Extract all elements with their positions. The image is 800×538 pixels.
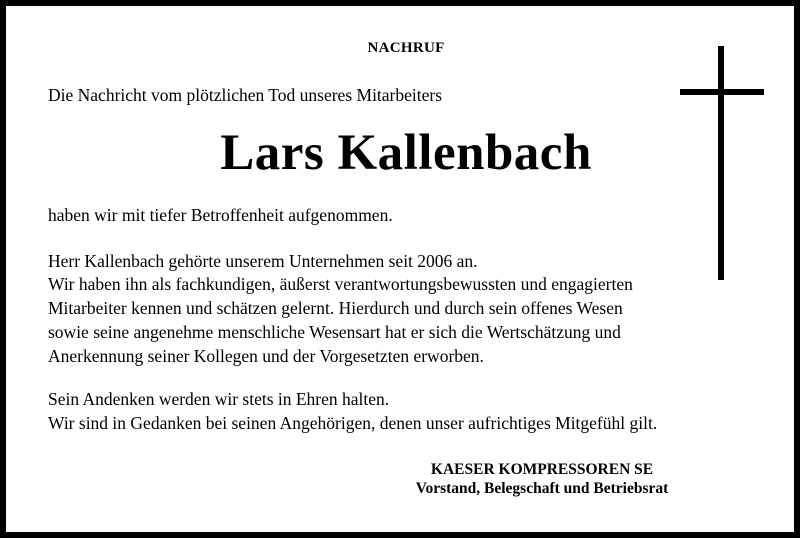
cross-icon <box>718 46 724 280</box>
signature-group: Vorstand, Belegschaft und Betriebsrat <box>415 480 669 497</box>
paragraph1-line: Herr Kallenbach gehörte unserem Unternehmen seit 2006 an. <box>48 251 478 271</box>
deceased-name: Lars Kallenbach <box>220 125 592 181</box>
paragraph1-line: Anerkennung seiner Kollegen und der Vorgesetzten erworben. <box>48 346 484 366</box>
notice-heading: NACHRUF <box>367 40 445 56</box>
signature-company: KAESER KOMPRESSOREN SE <box>430 461 654 478</box>
cross-icon-bar <box>680 89 764 95</box>
after-name-text: haben wir mit tiefer Betroffenheit aufgenommen. <box>48 205 393 225</box>
paragraph1-line: sowie seine angenehme menschliche Wesensart hat er sich die Wertschätzung und <box>48 322 621 342</box>
intro-text: Die Nachricht vom plötzlichen Tod unseres Mitarbeiters <box>48 85 443 105</box>
paragraph1-line: Mitarbeiter kennen und schätzen gelernt. Hierdurch und durch sein offenes Wesen <box>48 298 623 318</box>
paragraph2-line: Sein Andenken werden wir stets in Ehren halten. <box>48 389 390 409</box>
paragraph2-line: Wir sind in Gedanken bei seinen Angehörigen, denen unser aufrichtiges Mitgefühl gilt. <box>48 413 658 433</box>
paragraph1-line: Wir haben ihn als fachkundigen, äußerst verantwortungsbewussten und engagierten <box>48 274 633 294</box>
